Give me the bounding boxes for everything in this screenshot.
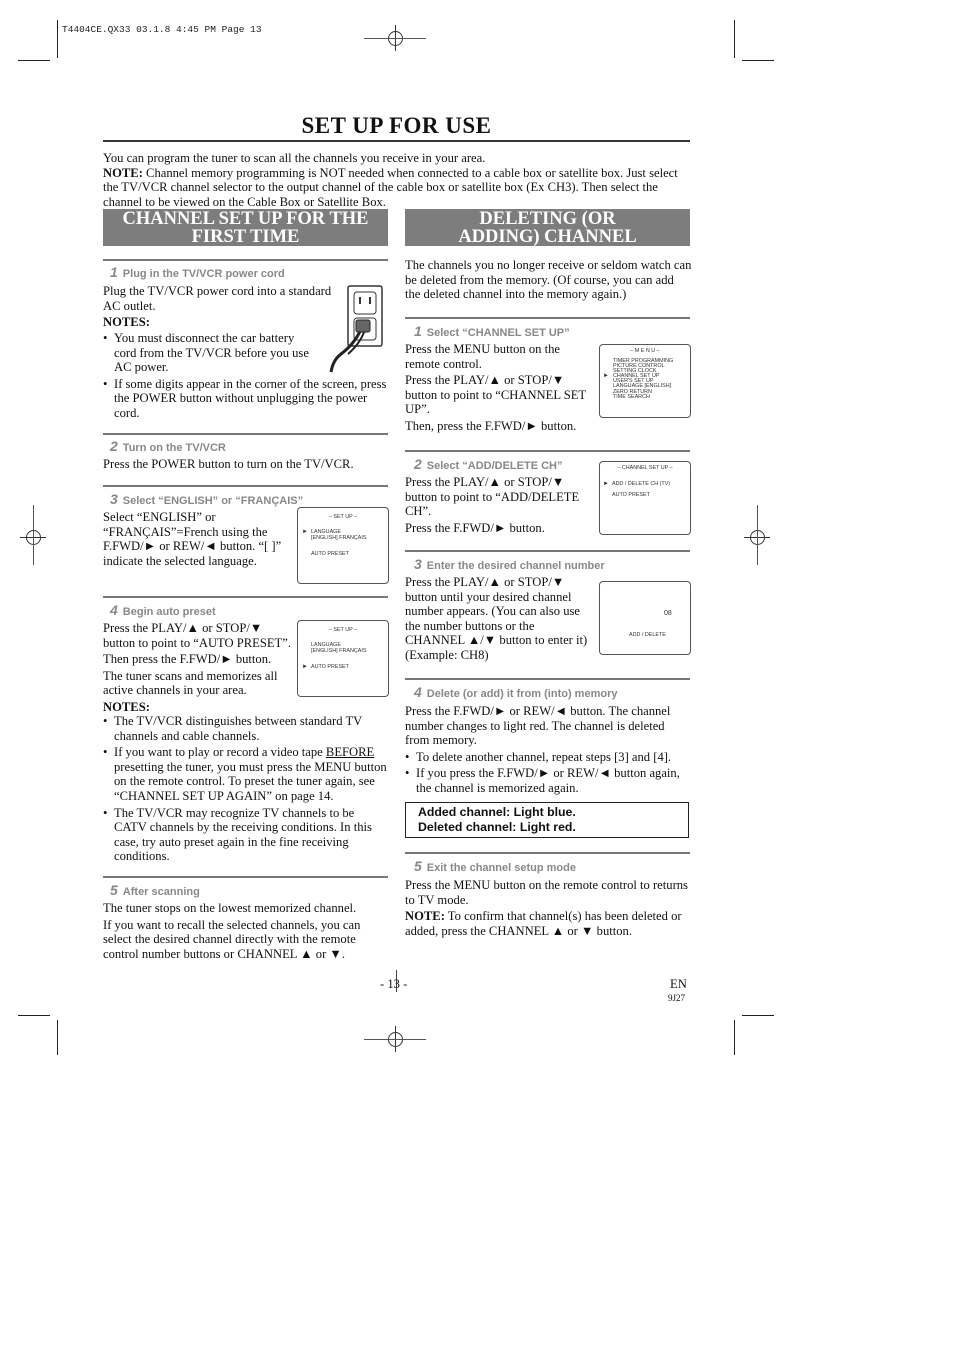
setup-screen-language: – SET UP – ► LANGUAGE [ENGLISH] FRANÇAIS AUTO PRESET (297, 507, 389, 584)
left-step-4-notes (103, 714, 388, 866)
step-rule (405, 317, 690, 319)
crop-mark (364, 1039, 426, 1040)
list-item: • If you press the F.FWD/► or REW/◄ button again, the channel is memorized again. (405, 766, 692, 795)
cursor-arrow-icon: ► (302, 664, 308, 670)
left-step-2-heading: 2 Turn on the TV/VCR (110, 438, 226, 454)
step-rule (103, 485, 388, 487)
right-intro: The channels you no longer receive or seldom watch can be deleted from the memory. (Of course, you can add the deleted channel into the memory again.) (405, 258, 692, 302)
setup-screen-auto-preset: – SET UP – LANGUAGE [ENGLISH] FRANÇAIS ► AUTO PRESET (297, 620, 389, 697)
list-item: • To delete another channel, repeat steps [3] and [4]. (405, 750, 692, 765)
left-step-4-heading: 4 Begin auto preset (110, 602, 216, 618)
intro-text (103, 151, 693, 209)
crop-mark (18, 1015, 50, 1016)
right-step-2-heading: 2 Select “ADD/DELETE CH” (414, 456, 563, 472)
cursor-arrow-icon: ► (603, 373, 609, 379)
step-rule (103, 433, 388, 435)
title-rule (103, 140, 690, 142)
crop-mark (734, 20, 735, 58)
right-step-5-heading: 5 Exit the channel setup mode (414, 858, 576, 874)
step-rule (405, 450, 690, 452)
step-rule (405, 678, 690, 680)
crop-mark (364, 38, 426, 39)
channel-setup-screen: – CHANNEL SET UP – ► ADD / DELETE CH (TV) AUTO PRESET (599, 461, 691, 535)
step-rule (405, 852, 690, 854)
left-step-3-heading: 3 Select “ENGLISH” or “FRANÇAIS” (110, 491, 304, 507)
left-step-3-body: Select “ENGLISH” or “FRANÇAIS”=French using the F.FWD/► or REW/◄ button. “[ ]” indicate the selected language. (103, 510, 282, 568)
left-section-banner: CHANNEL SET UP FOR THE FIRST TIME (103, 209, 388, 246)
right-step-3-body: Press the PLAY/▲ or STOP/▼ button until your desired channel number appears. (You can also use the number buttons or the CHANNEL ▲/▼ button to enter it) (Example: CH8) (405, 575, 588, 662)
list-item: • If some digits appear in the corner of the screen, press the POWER button without unplugging the power cord. (103, 377, 388, 421)
crop-mark (757, 505, 758, 565)
list-item: • You must disconnect the car battery cord from the TV/VCR before you use AC power. (103, 331, 319, 375)
color-note-box: Added channel: Light blue. Deleted channel: Light red. (405, 802, 689, 838)
page-number: - 13 - (380, 977, 408, 991)
intro-note: NOTE: Channel memory programming is NOT needed when connected to a cable box or satellite box. Just select the TV/VCR channel selector to the output channel of the cable box or satellite box (Ex CH3). Then select the channel to be viewed on the Cable Box or Satellite Box. (103, 165, 678, 209)
crop-mark (57, 1020, 58, 1055)
right-section-banner: DELETING (OR ADDING) CHANNEL (405, 209, 690, 246)
right-step-5-body: Press the MENU button on the remote control to returns to TV mode. NOTE: To confirm that channel(s) has been deleted or added, press the CHANNEL ▲ or ▼ button. (405, 878, 688, 938)
left-step-2-body: Press the POWER button to turn on the TV/VCR. (103, 457, 354, 471)
intro-line: You can program the tuner to scan all the channels you receive in your area. (103, 151, 486, 165)
cursor-arrow-icon: ► (603, 481, 609, 487)
list-item: • The TV/VCR distinguishes between standard TV channels and cable channels. (103, 714, 388, 743)
power-plug-icon (326, 284, 386, 376)
language-code: EN (670, 977, 687, 991)
right-step-3-heading: 3 Enter the desired channel number (414, 556, 605, 572)
page-title: SET UP FOR USE (301, 113, 492, 138)
step-rule (405, 550, 690, 552)
crop-mark (742, 1015, 774, 1016)
left-step-1-heading: 1 Plug in the TV/VCR power cord (110, 264, 285, 280)
left-step-5-heading: 5 After scanning (110, 882, 200, 898)
step-rule (103, 596, 388, 598)
crop-mark (734, 1020, 735, 1055)
crop-mark (33, 505, 34, 565)
left-step-1-body: Plug the TV/VCR power cord into a standard AC outlet. NOTES: (103, 284, 332, 330)
left-step-5-body: The tuner stops on the lowest memorized channel. If you want to recall the selected channels, you can select the desired channel directly with the remote control number buttons or CHANNEL ▲ or ▼. (103, 901, 361, 961)
right-step-4-heading: 4 Delete (or add) it from (into) memory (414, 684, 618, 700)
step-rule (103, 259, 388, 261)
doc-code: 9J27 (668, 993, 686, 1003)
right-step-1-body: Press the MENU button on the remote control. Press the PLAY/▲ or STOP/▼ button to point to “CHANNEL SET UP”. Then, press the F.FWD/► button. (405, 342, 586, 433)
right-step-4-body: Press the F.FWD/► or REW/◄ button. The channel number changes to light red. The channel is deleted from memory. • To delete another channel, repeat steps [3] and [4]. • If you press the F.FWD/► or REW/◄ button again, the channel is memorized again. (405, 704, 692, 798)
cursor-arrow-icon: ► (302, 529, 308, 535)
list-item: • If you want to play or record a video tape BEFORE presetting the tuner, you must press the MENU button on the remote control. To preset the tuner again, see “CHANNEL SET UP AGAIN” on page 14. (103, 745, 388, 803)
right-step-1-heading: 1 Select “CHANNEL SET UP” (414, 323, 570, 339)
menu-screen: – M E N U – TIMER PROGRAMMING PICTURE CONTROL SETTING CLOCK ► CHANNEL SET UP USER'S SET UP LANGUAGE [ENGLISH] ZERO RETURN TIME SEARCH (599, 344, 691, 418)
crop-mark (18, 60, 50, 61)
left-step-4-body: Press the PLAY/▲ or STOP/▼ button to point to “AUTO PRESET”. Then press the F.FWD/► button. The tuner scans and memorizes all active channels in your area. NOTES: (103, 621, 291, 714)
file-slug: T4404CE.QX33 03.1.8 4:45 PM Page 13 (62, 24, 262, 35)
list-item: • The TV/VCR may recognize TV channels to be CATV channels by the receiving conditions. In this case, try auto preset again in the fine receiving conditions. (103, 806, 388, 864)
crop-mark (57, 20, 58, 58)
crop-mark (742, 60, 774, 61)
add-delete-screen: 08 ADD / DELETE (599, 581, 691, 655)
right-step-2-body: Press the PLAY/▲ or STOP/▼ button to point to “ADD/DELETE CH”. Press the F.FWD/► button. (405, 475, 580, 535)
step-rule (103, 876, 388, 878)
